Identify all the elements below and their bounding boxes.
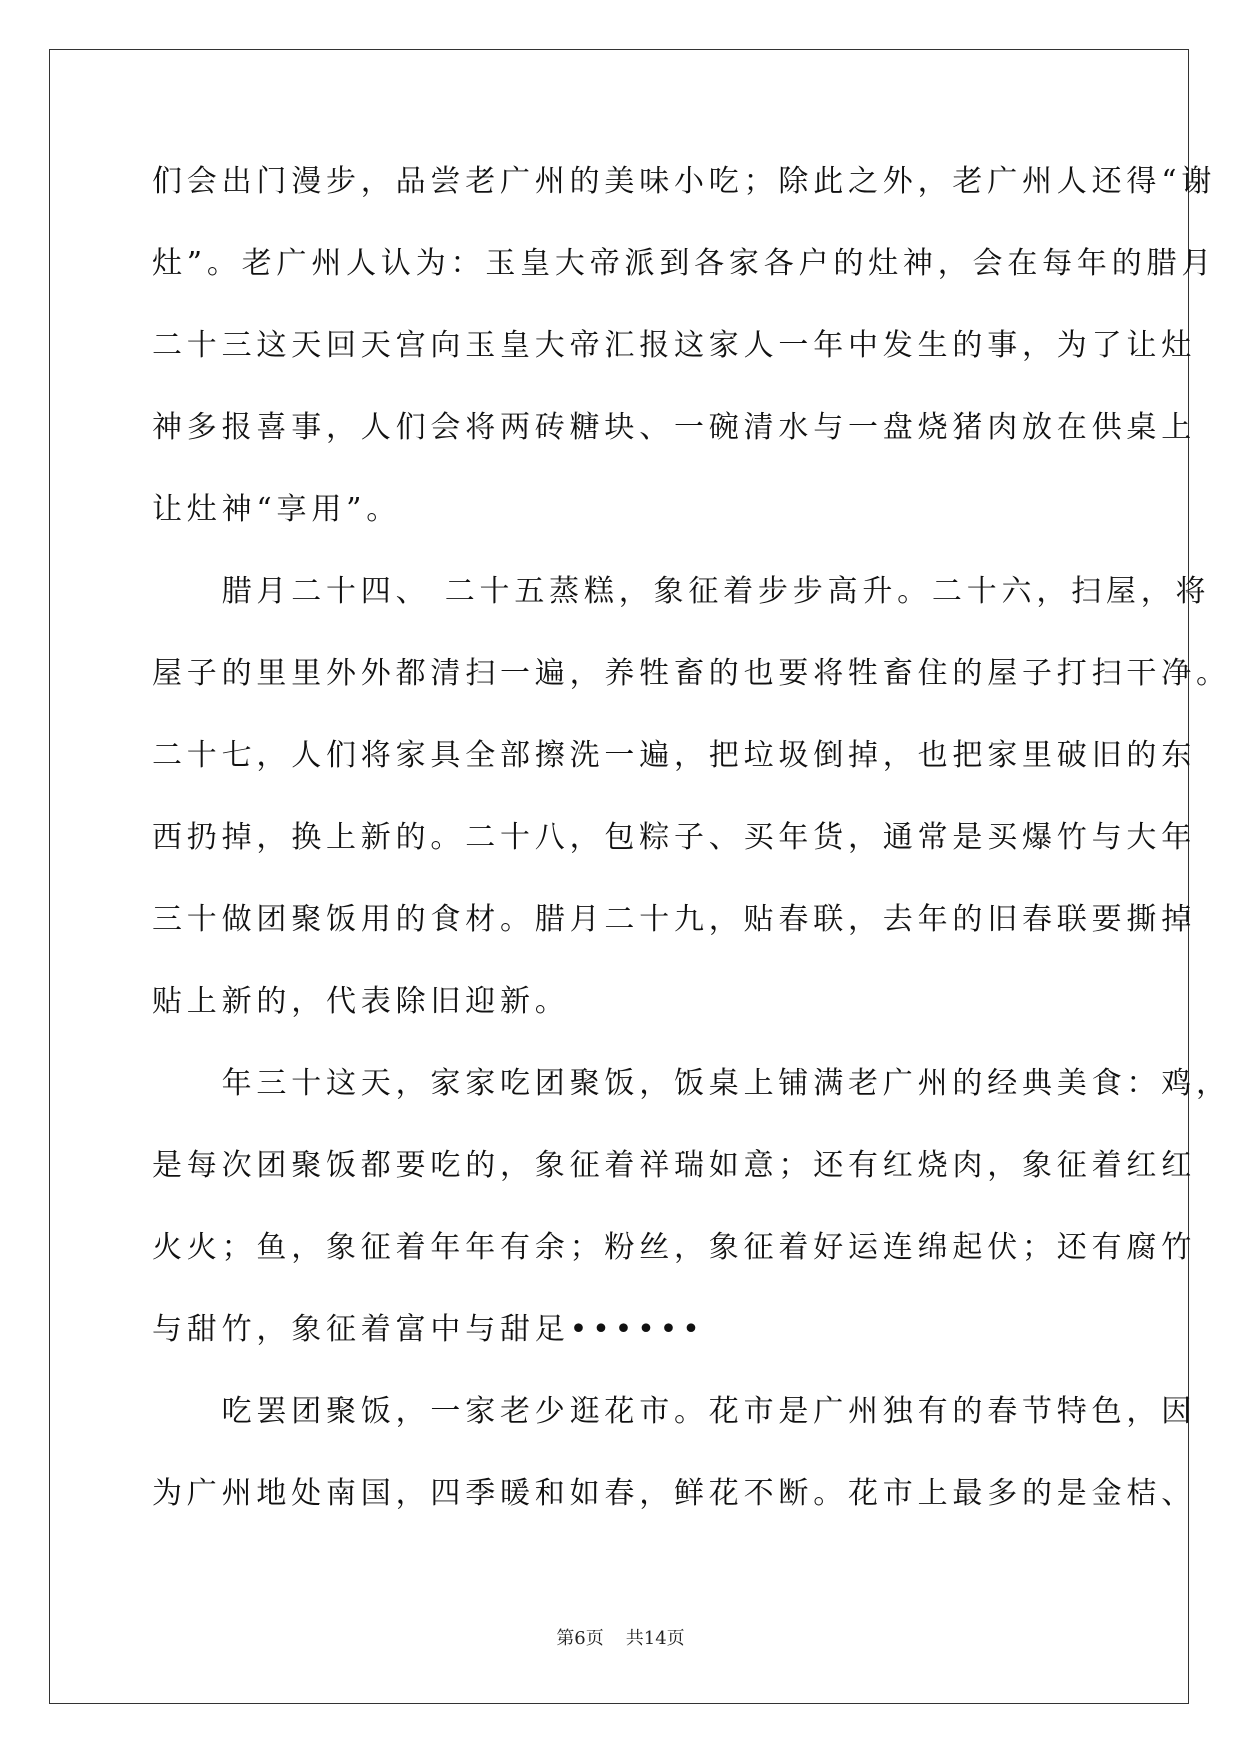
text-line: 年三十这天，家家吃团聚饭，饭桌上铺满老广州的经典美食：鸡，	[152, 1066, 1231, 1101]
text-line: 二十七，人们将家具全部擦洗一遍，把垃圾倒掉，也把家里破旧的东	[152, 738, 1196, 773]
text-line: 三十做团聚饭用的食材。腊月二十九，贴春联，去年的旧春联要撕掉	[152, 902, 1196, 937]
text-line: 们会出门漫步，品尝老广州的美味小吃；除此之外，老广州人还得“谢	[152, 164, 1217, 199]
text-line: 神多报喜事，人们会将两砖糖块、一碗清水与一盘烧猪肉放在供桌上	[152, 410, 1196, 445]
text-line: 贴上新的，代表除旧迎新。	[152, 984, 570, 1019]
page-total: 共14页	[625, 1628, 685, 1649]
text-line: 二十三这天回天宫向玉皇大帝汇报这家人一年中发生的事，为了让灶	[152, 328, 1196, 363]
text-line: 是每次团聚饭都要吃的，象征着祥瑞如意；还有红烧肉，象征着红红	[152, 1148, 1196, 1183]
text-line: 火火；鱼，象征着年年有余；粉丝，象征着好运连绵起伏；还有腐竹	[152, 1230, 1196, 1265]
text-line: 让灶神“享用”。	[152, 492, 402, 527]
document-body	[152, 160, 1231, 1554]
text-line: 为广州地处南国，四季暖和如春，鲜花不断。花市上最多的是金桔、	[152, 1476, 1196, 1511]
page-number: 第6页	[556, 1628, 604, 1649]
text-line: 与甜竹，象征着富中与甜足••••••	[152, 1312, 705, 1347]
text-line: 吃罢团聚饭，一家老少逛花市。花市是广州独有的春节特色，因	[152, 1394, 1196, 1429]
page-footer	[0, 1624, 1241, 1650]
text-line: 灶”。老广州人认为：玉皇大帝派到各家各户的灶神，会在每年的腊月	[152, 246, 1217, 281]
text-line: 腊月二十四、 二十五蒸糕，象征着步步高升。二十六，扫屋，将	[152, 574, 1211, 609]
text-line: 西扔掉，换上新的。二十八，包粽子、买年货，通常是买爆竹与大年	[152, 820, 1196, 855]
text-line: 屋子的里里外外都清扫一遍，养牲畜的也要将牲畜住的屋子打扫干净。	[152, 656, 1231, 691]
